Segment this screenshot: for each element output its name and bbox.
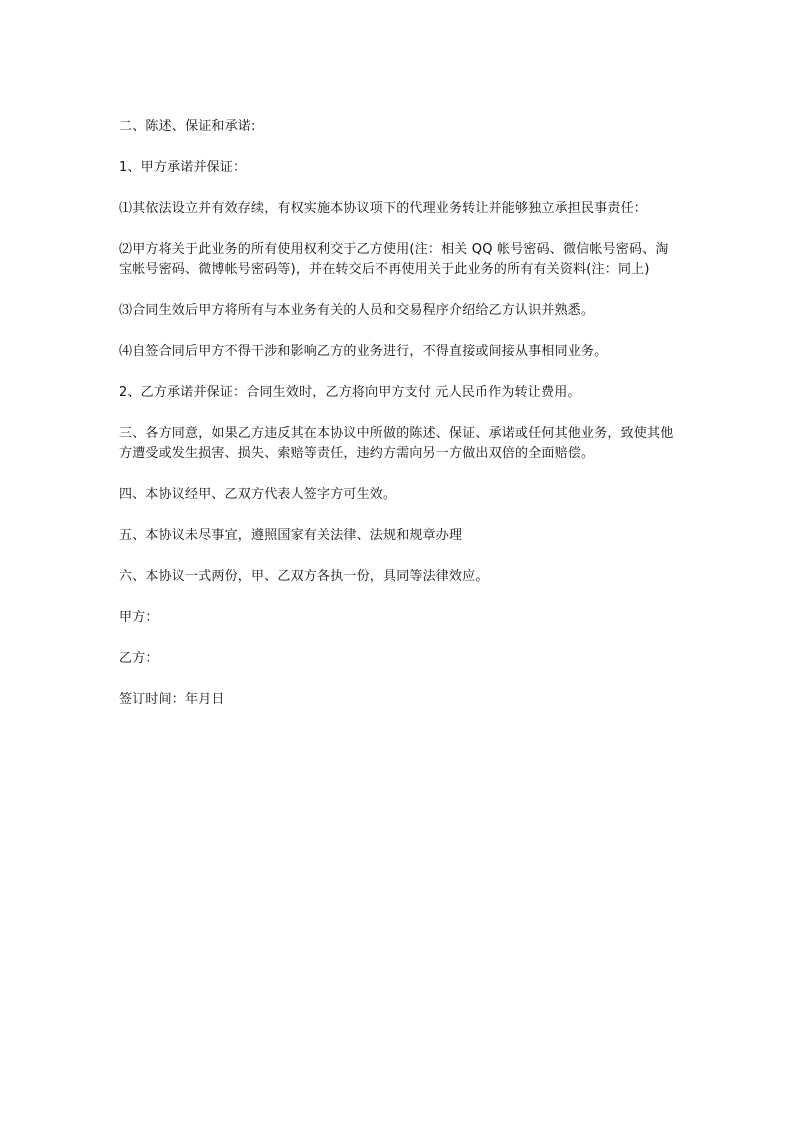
section-five-unaddressed: 五、本协议未尽事宜，遵照国家有关法律、法规和规章办理	[119, 528, 463, 543]
clause-1-1: ⑴其依法设立并有效存续，有权实施本协议项下的代理业务转让并能够独立承担民事责任：	[119, 201, 648, 216]
party-a-warranty-heading: 1、甲方承诺并保证：	[119, 160, 247, 175]
clause-1-4: ⑷自签合同后甲方不得干涉和影响乙方的业务进行，不得直接或间接从事相同业务。	[119, 344, 608, 359]
section-four-effective: 四、本协议经甲、乙双方代表人签字方可生效。	[119, 487, 397, 502]
clause-1-3: ⑶合同生效后甲方将所有与本业务有关的人员和交易程序介绍给乙方认识并熟悉。	[119, 303, 595, 318]
signing-date-line: 签订时间：年月日	[119, 692, 225, 707]
clause-1-2: ⑵甲方将关于此业务的所有使用权利交于乙方使用(注：相关 QQ 帐号密码、微信帐号密码、淘宝帐号密码、微博帐号密码等)，并在转交后不再使用关于此业务的所有有关资料(注：同上)	[119, 242, 669, 277]
section-six-copies: 六、本协议一式两份，甲、乙双方各执一份，具同等法律效应。	[119, 569, 489, 584]
party-b-signature-line: 乙方：	[119, 651, 159, 666]
section-three-breach: 三、各方同意，如果乙方违反其在本协议中所做的陈述、保证、承诺或任何其他业务，致使其他方遭受或发生损害、损失、索赔等责任，违约方需向另一方做出双倍的全面赔偿。	[119, 426, 674, 461]
document-body	[119, 117, 681, 731]
party-a-signature-line: 甲方：	[119, 610, 159, 625]
section-heading-representations: 二、陈述、保证和承诺:	[119, 119, 256, 134]
party-b-warranty: 2、乙方承诺并保证：合同生效时，乙方将向甲方支付 元人民币作为转让费用。	[119, 385, 581, 400]
